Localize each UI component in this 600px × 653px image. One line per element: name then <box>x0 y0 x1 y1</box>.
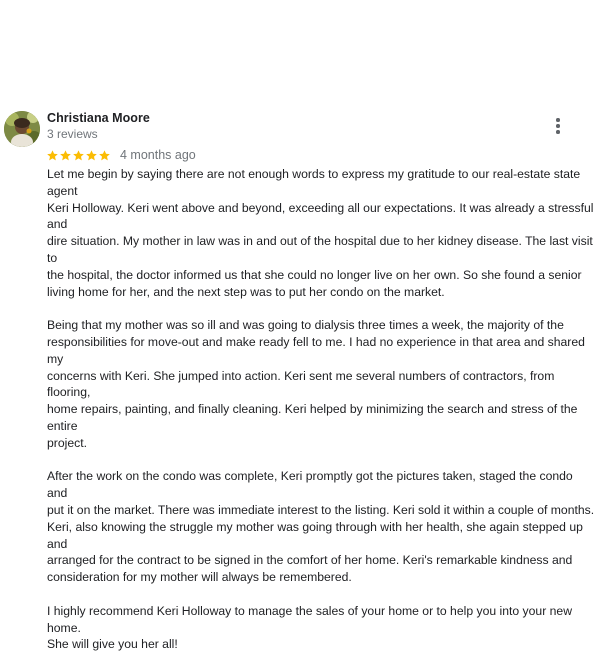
review-count: 3 reviews <box>47 127 98 141</box>
rating-row <box>46 146 196 164</box>
star-icon <box>59 149 72 162</box>
star-icon <box>46 149 59 162</box>
star-icon <box>85 149 98 162</box>
review-paragraph: Being that my mother was so ill and was going to dialysis three times a week, the majority of the responsibilities for move-out and make ready fell to me. I had no experience in that area and shared my concerns with Keri. She jumped into action. Keri sent me several numbers of contractors, from flooring, home repairs, painting, and finally cleaning. Keri helped by minimizing the search and stress of the entire project. <box>47 318 585 450</box>
star-icon <box>98 149 111 162</box>
more-vert-icon-dot <box>556 130 560 134</box>
avatar-photo-icon <box>4 111 40 147</box>
review-paragraph: After the work on the condo was complete, Keri promptly got the pictures taken, staged the condo and put it on the market. There was immediate interest to the listing. Keri sold it within a couple of months. Keri, also knowing the struggle my mother was going through with her health, she again stepped up and arranged for the contract to be signed in the comfort of her home. Keri's remarkable kindness and consideration for my mother will always be remembered. <box>47 469 595 585</box>
more-options-button[interactable] <box>548 115 568 137</box>
review-date: 4 months ago <box>120 148 196 162</box>
star-rating <box>46 149 111 162</box>
star-icon <box>72 149 85 162</box>
review-paragraph: I highly recommend Keri Holloway to manage the sales of your home or to help you into your new home. She will give you her all! <box>47 603 573 652</box>
reviewer-name[interactable]: Christiana Moore <box>47 111 150 125</box>
more-vert-icon <box>556 118 560 122</box>
review-paragraph: Let me begin by saying there are not enough words to express my gratitude to our real-estate state agent Keri Holloway. Keri went above and beyond, exceeding all our expectations. It was already a stressful and dire situation. My mother in law was in and out of the hospital due to her kidney disease. The last visit to the hospital, the doctor informed us that she could no longer live on her own. So she found a senior living home for her, and the next step was to put her condo on the market. <box>47 167 594 299</box>
more-vert-icon-dot <box>556 124 560 128</box>
review-text <box>47 166 595 653</box>
avatar[interactable] <box>4 111 40 147</box>
